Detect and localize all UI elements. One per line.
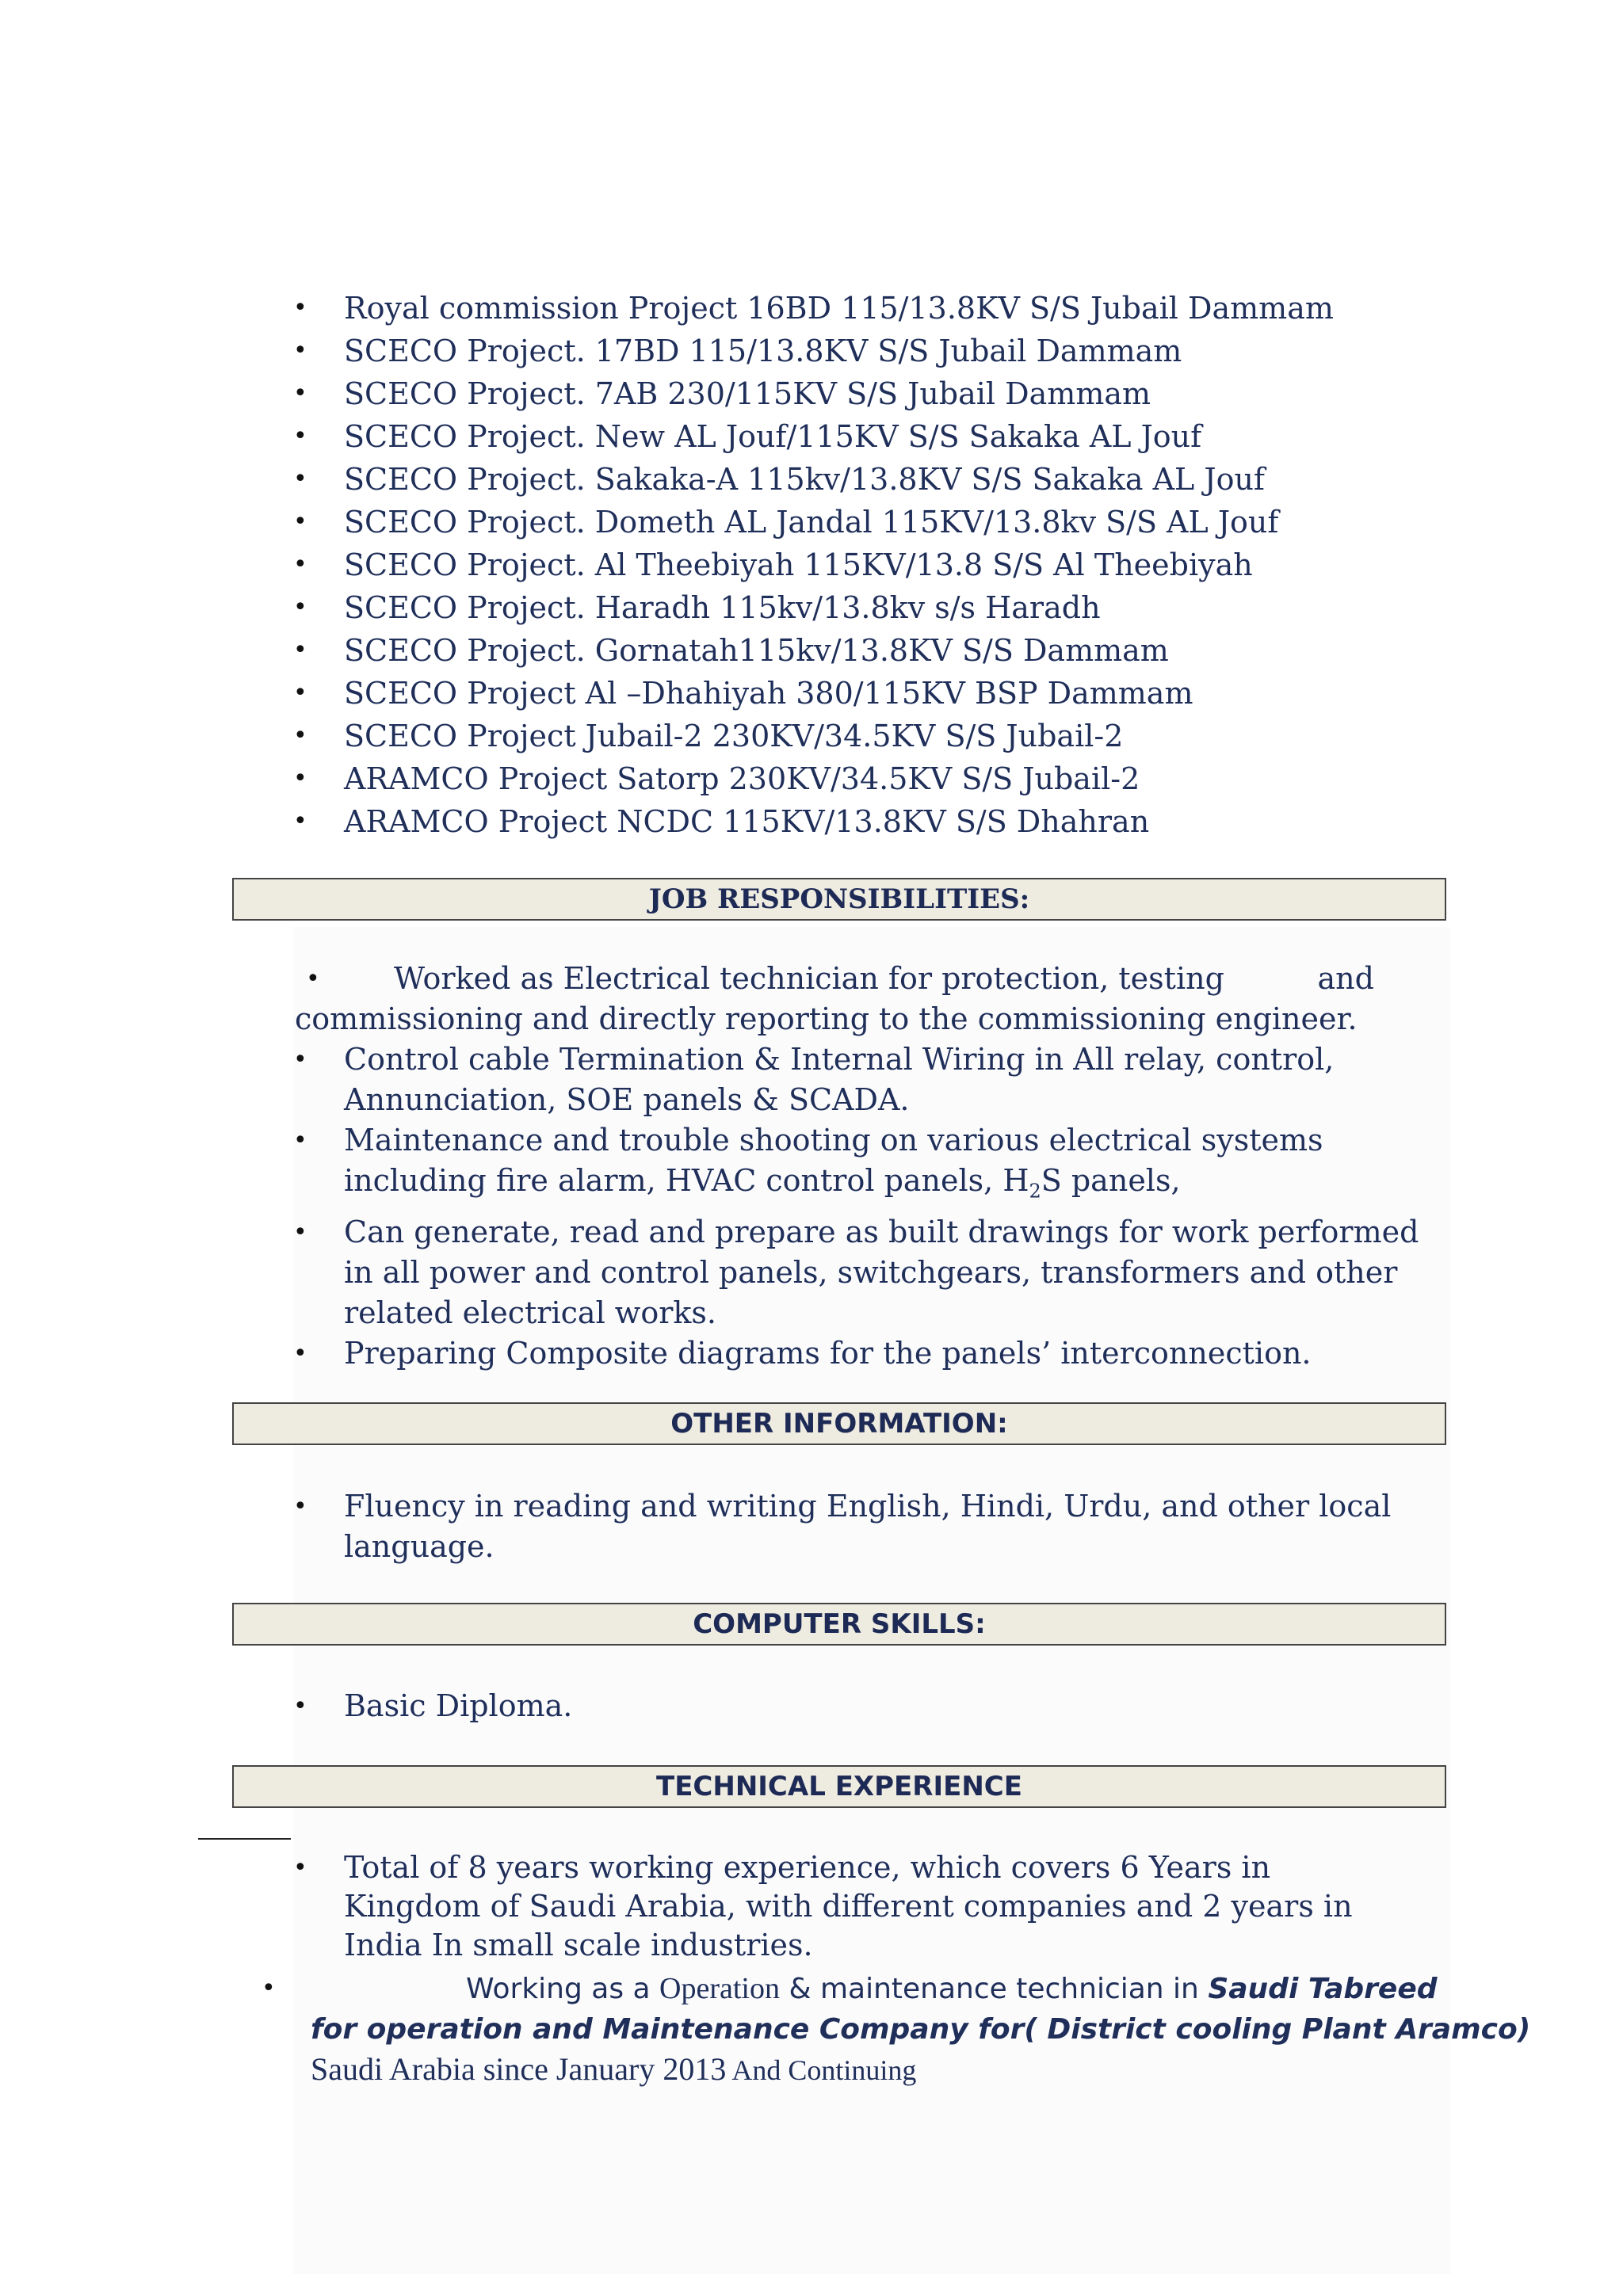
- bullet-icon: •: [293, 807, 307, 835]
- bullet-icon: •: [293, 1127, 307, 1154]
- list-item: • Basic Diploma.: [293, 1686, 1434, 1726]
- bullet-icon: •: [293, 1218, 307, 1246]
- other-information-list: [293, 1486, 1482, 1567]
- bullet-icon: •: [293, 1339, 307, 1367]
- list-item: • SCECO Project Jubail-2 230KV/34.5KV S/S Jubail-2: [293, 715, 1482, 757]
- bullet-icon: •: [293, 551, 307, 578]
- technical-experience-list: [293, 1848, 1387, 1965]
- bullet-icon: •: [293, 679, 307, 707]
- bullet-icon: •: [293, 722, 307, 749]
- bullet-icon: •: [306, 965, 320, 993]
- bullet-icon: •: [293, 636, 307, 664]
- bullet-icon: •: [293, 1692, 307, 1720]
- list-item: • Fluency in reading and writing English, Hindi, Urdu, and other local language.: [293, 1486, 1482, 1567]
- list-item: • SCECO Project. New AL Jouf/115KV S/S Sakaka AL Jouf: [293, 415, 1482, 458]
- computer-skills-list: [293, 1686, 1434, 1726]
- list-item: • SCECO Project. Haradh 115kv/13.8kv s/s Haradh: [293, 586, 1482, 629]
- section-heading-other-information: OTHER INFORMATION:: [232, 1402, 1446, 1445]
- section-heading-job-responsibilities: JOB RESPONSIBILITIES:: [232, 878, 1446, 921]
- list-item: • ARAMCO Project NCDC 115KV/13.8KV S/S Dhahran: [293, 800, 1482, 843]
- job-responsibility-item-1: • Worked as Electrical technician for protection, testing and commissioning and directly reporting to the commissioning engineer.: [295, 959, 1381, 1039]
- section-heading-technical-experience: TECHNICAL EXPERIENCE: [232, 1765, 1446, 1808]
- list-item: • SCECO Project. Gornatah115kv/13.8KV S/S Dammam: [293, 629, 1482, 672]
- technical-experience-item-2: • Working as a Operation & maintenance technician in Saudi Tabreed for operation and Maintenance Company for( District cooling Plant Aramco) Saudi Arabia since January 2013 And Continuing: [262, 1968, 1434, 2089]
- list-item: • Total of 8 years working experience, which covers 6 Years in Kingdom of Saudi Arabia, with different companies and 2 years in India In small scale industries.: [293, 1850, 1353, 1962]
- list-item: • Maintenance and trouble shooting on various electrical systems including fire alarm, HVAC control panels, $H_2S$ panels,: [293, 1120, 1434, 1212]
- bullet-icon: •: [293, 508, 307, 536]
- list-item: • ARAMCO Project Satorp 230KV/34.5KV S/S Jubail-2: [293, 757, 1482, 800]
- list-item: • Preparing Composite diagrams for the panels’ interconnection.: [293, 1333, 1434, 1374]
- list-item: • Can generate, read and prepare as built drawings for work performed in all power and control panels, switchgears, transformers and other related electrical works.: [293, 1212, 1434, 1333]
- bullet-icon: •: [293, 1493, 307, 1520]
- bullet-icon: •: [293, 765, 307, 792]
- bullet-icon: •: [293, 1854, 307, 1882]
- bullet-icon: •: [293, 294, 307, 322]
- list-item: • SCECO Project Al –Dhahiyah 380/115KV BSP Dammam: [293, 672, 1482, 715]
- list-item: • SCECO Project. Dometh AL Jandal 115KV/13.8kv S/S AL Jouf: [293, 501, 1482, 543]
- bullet-icon: •: [293, 465, 307, 493]
- list-item: • SCECO Project. Sakaka-A 115kv/13.8KV S/S Sakaka AL Jouf: [293, 458, 1482, 501]
- section-heading-computer-skills: COMPUTER SKILLS:: [232, 1603, 1446, 1646]
- bullet-icon: •: [293, 422, 307, 450]
- list-item: • SCECO Project. 17BD 115/13.8KV S/S Jubail Dammam: [293, 330, 1482, 372]
- project-list: [293, 287, 1482, 843]
- list-item: • Control cable Termination & Internal Wiring in All relay, control, Annunciation, SOE panels & SCADA.: [293, 1039, 1434, 1120]
- bullet-icon: •: [262, 1974, 276, 2002]
- list-item: • Royal commission Project 16BD 115/13.8KV S/S Jubail Dammam: [293, 287, 1482, 330]
- bullet-icon: •: [293, 1046, 307, 1074]
- job-responsibility-list: [293, 1039, 1434, 1374]
- divider: [198, 1838, 291, 1840]
- list-item: • SCECO Project. 7AB 230/115KV S/S Jubail Dammam: [293, 372, 1482, 415]
- bullet-icon: •: [293, 593, 307, 621]
- bullet-icon: •: [293, 337, 307, 364]
- bullet-icon: •: [293, 379, 307, 407]
- list-item: • SCECO Project. Al Theebiyah 115KV/13.8 S/S Al Theebiyah: [293, 543, 1482, 586]
